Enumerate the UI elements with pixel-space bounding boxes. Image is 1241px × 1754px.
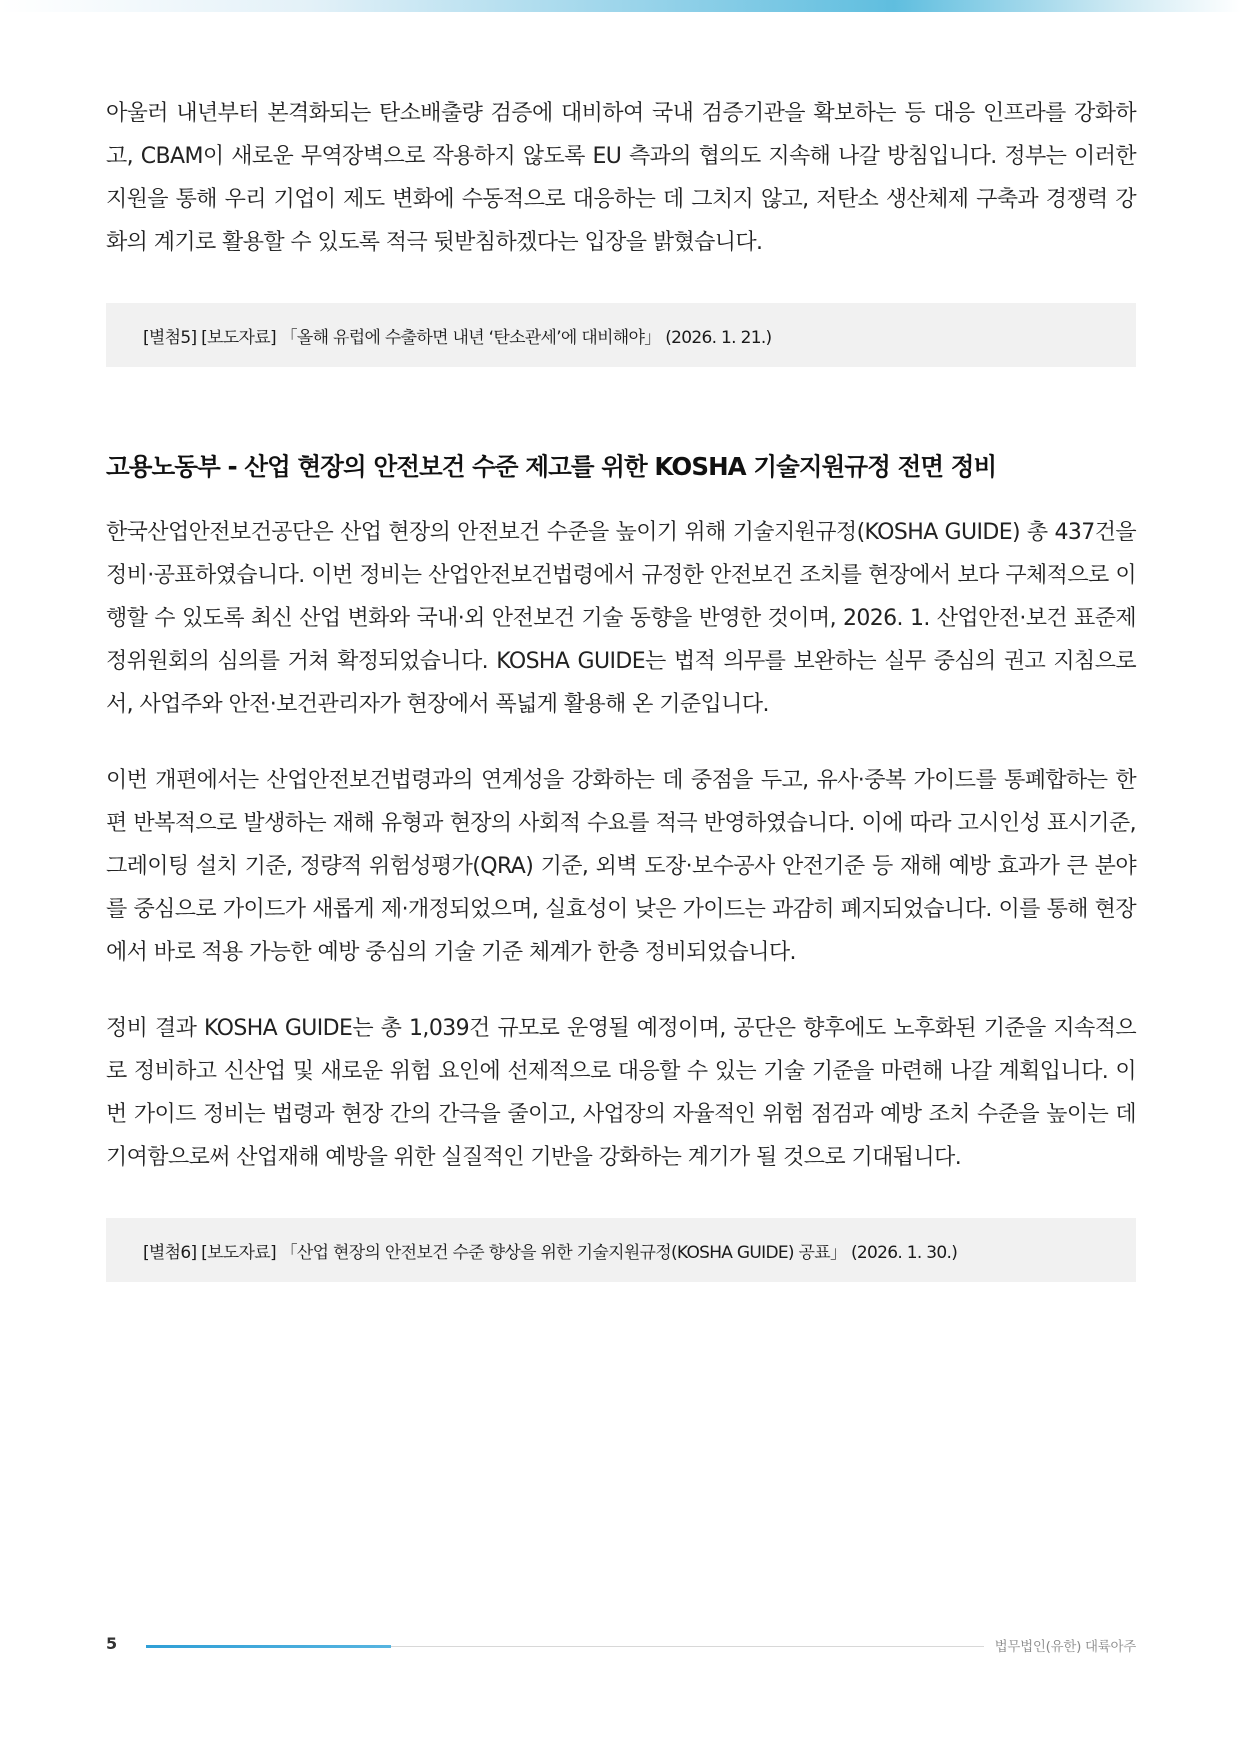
footer-divider-accent <box>146 1645 391 1648</box>
header-gradient-band <box>0 0 1241 12</box>
intro-paragraph: 아울러 내년부터 본격화되는 탄소배출량 검증에 대비하여 국내 검증기관을 확보하는 등 대응 인프라를 강화하고, CBAM이 새로운 무역장벽으로 작용하지 않도록 EU 측과의 협의도 지속해 나갈 방침입니다. 정부는 이러한 지원을 통해 우리 기업이 제도 변화에 수동적으로 대응하는 데 그치지 않고, 저탄소 생산체제 구축과 경쟁력 강화의 계기로 활용할 수 있도록 적극 뒷받침하겠다는 입장을 밝혔습니다. <box>106 101 1136 255</box>
section-paragraph-2: 이번 개편에서는 산업안전보건법령과의 연계성을 강화하는 데 중점을 두고, 유사·중복 가이드를 통폐합하는 한편 반복적으로 발생하는 재해 유형과 현장의 사회적 수요를 적극 반영하였습니다. 이에 따라 고시인성 표시기준, 그레이팅 설치 기준, 정량적 위험성평가(QRA) 기준, 외벽 도장·보수공사 안전기준 등 재해 예방 효과가 큰 분야를 중심으로 가이드가 새롭게 제·개정되었으며, 실효성이 낮은 가이드는 과감히 폐지되었습니다. 이를 통해 현장에서 바로 적용 가능한 예방 중심의 기술 기준 체계가 한층 정비되었습니다. <box>106 768 1136 965</box>
page-footer <box>106 1632 1136 1662</box>
attachment-6-reference <box>106 1218 1136 1282</box>
firm-name: 법무법인(유한) 대륙아주 <box>994 1639 1136 1655</box>
page-content <box>106 92 1136 1282</box>
page-number: 5 <box>106 1634 118 1653</box>
section-paragraph-3: 정비 결과 KOSHA GUIDE는 총 1,039건 규모로 운영될 예정이며, 공단은 향후에도 노후화된 기준을 지속적으로 정비하고 신산업 및 새로운 위험 요인에 선제적으로 대응할 수 있는 기술 기준을 마련해 나갈 계획입니다. 이번 가이드 정비는 법령과 현장 간의 간극을 줄이고, 사업장의 자율적인 위험 점검과 예방 조치 수준을 높이는 데 기여함으로써 산업재해 예방을 위한 실질적인 기반을 강화하는 계기가 될 것으로 기대됩니다. <box>106 1016 1136 1170</box>
section-title: 고용노동부 - 산업 현장의 안전보건 수준 제고를 위한 KOSHA 기술지원규정 전면 정비 <box>106 452 997 481</box>
attachment-5-text: [별첨5] [보도자료] 「올해 유럽에 수출하면 내년 ‘탄소관세’에 대비해야」 (2026. 1. 21.) <box>143 327 772 348</box>
section-paragraph-1: 한국산업안전보건공단은 산업 현장의 안전보건 수준을 높이기 위해 기술지원규정(KOSHA GUIDE) 총 437건을 정비·공표하였습니다. 이번 정비는 산업안전보건법령에서 규정한 안전보건 조치를 현장에서 보다 구체적으로 이행할 수 있도록 최신 산업 변화와 국내·외 안전보건 기술 동향을 반영한 것이며, 2026. 1. 산업안전·보건 표준제정위원회의 심의를 거쳐 확정되었습니다. KOSHA GUIDE는 법적 의무를 보완하는 실무 중심의 권고 지침으로서, 사업주와 안전·보건관리자가 현장에서 폭넓게 활용해 온 기준입니다. <box>106 520 1136 717</box>
attachment-6-text: [별첨6] [보도자료] 「산업 현장의 안전보건 수준 향상을 위한 기술지원규정(KOSHA GUIDE) 공표」 (2026. 1. 30.) <box>143 1242 958 1263</box>
attachment-5-reference <box>106 303 1136 367</box>
